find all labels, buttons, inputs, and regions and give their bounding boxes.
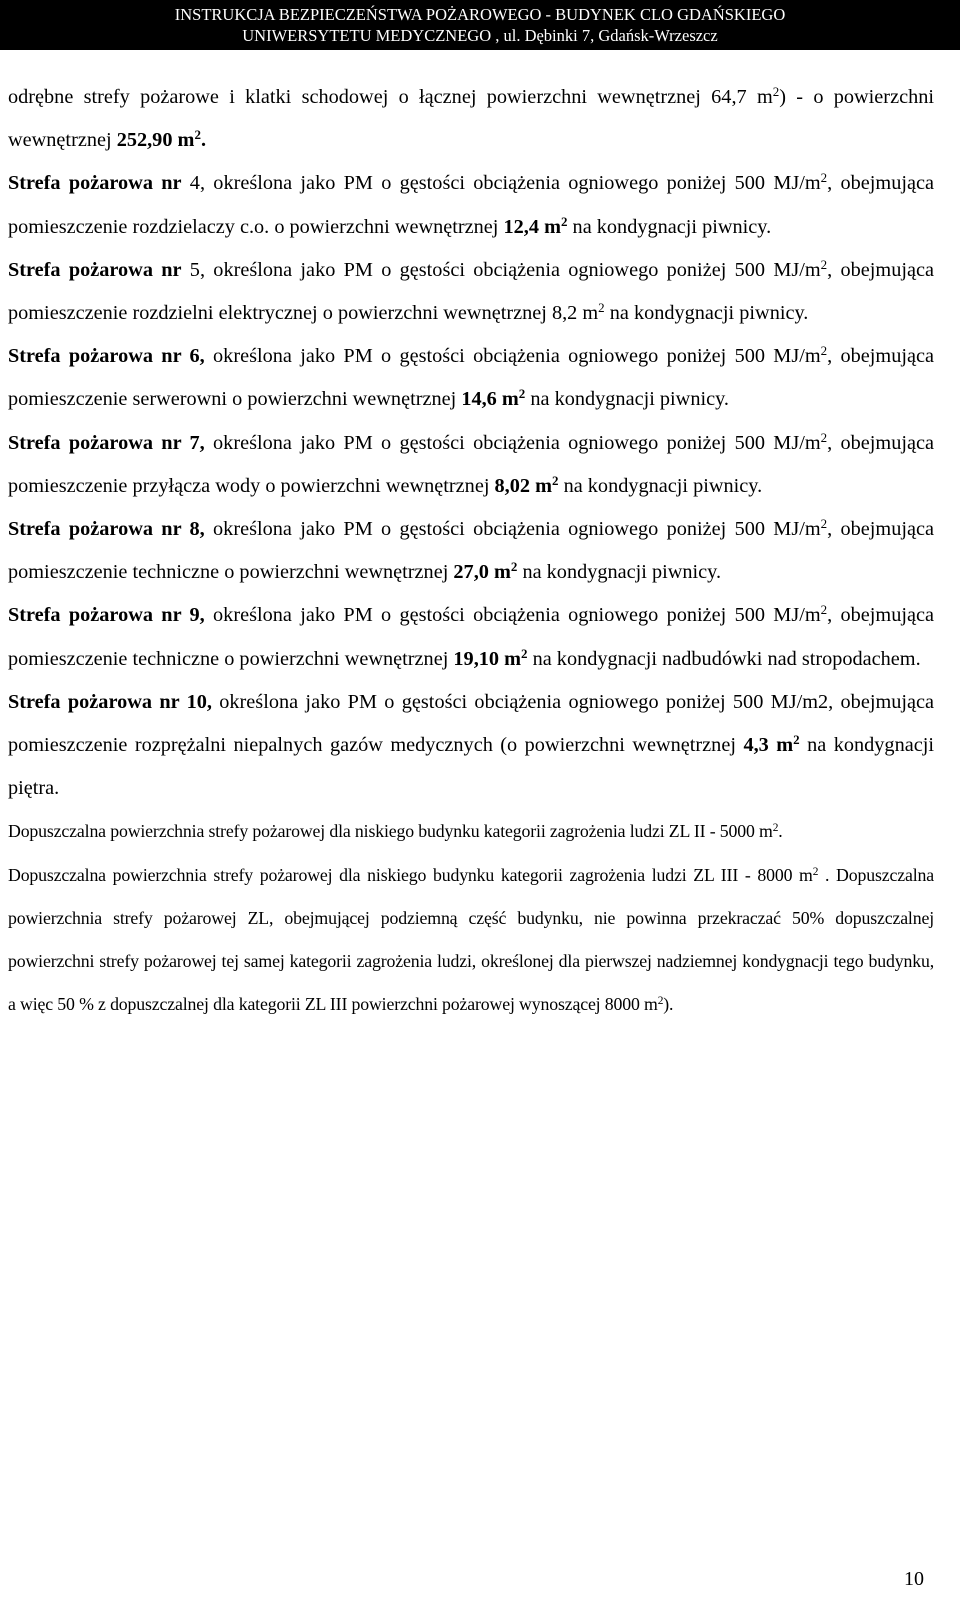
superscript: 2 <box>820 602 828 618</box>
bold-text: 27,0 m <box>453 561 511 584</box>
text-run: , obejmująca pomieszczenie rozdzielni elektrycznej o powierzchni wewnętrznej 8,2 m <box>8 258 934 325</box>
text-run: określona jako PM o gęstości obciążenia ogniowego poniżej 500 MJ/m <box>204 345 821 368</box>
bold-text: 12,4 m <box>503 215 561 238</box>
superscript: 2 <box>521 645 528 661</box>
header-line-1: INSTRUKCJA BEZPIECZEŃSTWA POŻAROWEGO - BUDYNEK CLO GDAŃSKIEGO <box>174 5 786 24</box>
document-body <box>8 76 934 1026</box>
text-run: 5, określona jako PM o gęstości obciążenia ogniowego poniżej 500 MJ/m <box>181 258 821 281</box>
bold-text: . <box>200 129 207 152</box>
superscript: 2 <box>793 731 800 747</box>
paragraph <box>8 854 934 1027</box>
bold-text: Strefa pożarowa nr 8, <box>8 518 205 541</box>
text-run: na kondygnacji nadbudówki nad stropodachem. <box>527 647 921 670</box>
paragraph <box>8 594 934 680</box>
text-run: , obejmująca pomieszczenie przyłącza wody o powierzchni wewnętrznej <box>8 431 934 497</box>
bold-text: Strefa pożarowa nr <box>8 258 182 281</box>
paragraph <box>8 162 934 248</box>
paragraph <box>8 681 934 811</box>
paragraph <box>8 335 934 421</box>
superscript: 2 <box>820 515 828 531</box>
text-run: Dopuszczalna powierzchnia strefy pożarowej dla niskiego budynku kategorii zagrożenia ludzi ZL III - 8000 m <box>8 864 813 885</box>
text-run: . <box>778 821 783 842</box>
paragraph <box>8 810 934 853</box>
paragraph <box>8 508 934 594</box>
text-run: na kondygnacji piętra. <box>8 734 934 800</box>
paragraph <box>8 249 934 335</box>
text-run: . Dopuszczalna powierzchnia strefy pożarowej ZL, obejmującej podziemną część budynku, nie powinna przekraczać 50% dopuszczalnej powierzchni strefy pożarowej tej samej kategorii zagrożenia ludzi, określonej dla pierwszej nadziemnej kondygnacji tego budynku, a więc 50 % z dopuszczalnej dla kategorii ZL III powierzchni pożarowej wynoszącej 8000 m <box>8 864 934 1015</box>
text-run: , obejmująca pomieszczenie techniczne o powierzchni wewnętrznej <box>8 518 934 584</box>
superscript: 2 <box>560 213 568 229</box>
superscript: 2 <box>820 256 828 272</box>
text-run: , obejmująca pomieszczenie techniczne o powierzchni wewnętrznej <box>8 604 934 670</box>
text-run: na kondygnacji piwnicy. <box>558 474 763 497</box>
bold-text: Strefa pożarowa nr <box>8 172 182 195</box>
text-run: odrębne strefy pożarowe i klatki schodowej o łącznej powierzchni wewnętrznej 64,7 m <box>8 86 773 108</box>
superscript: 2 <box>510 559 518 575</box>
text-run: Dopuszczalna powierzchnia strefy pożarowej dla niskiego budynku kategorii zagrożenia ludzi ZL II - 5000 m <box>8 821 773 842</box>
text-run: określona jako PM o gęstości obciążenia ogniowego poniżej 500 MJ/m <box>204 518 821 541</box>
text-run: na kondygnacji piwnicy. <box>604 302 809 325</box>
bold-text: Strefa pożarowa nr 7, <box>8 431 205 454</box>
bold-text: 252,90 m <box>116 129 195 152</box>
text-run: określona jako PM o gęstości obciążenia ogniowego poniżej 500 MJ/m2, obejmująca pomieszczenie rozprężalni niepalnych gazów medycznych (o powierzchni wewnętrznej <box>8 690 935 757</box>
text-run: na kondygnacji piwnicy. <box>517 561 722 584</box>
superscript: 2 <box>772 822 779 835</box>
superscript: 2 <box>820 343 828 359</box>
page-number: 10 <box>904 1568 924 1590</box>
paragraph <box>8 422 934 508</box>
page-header <box>0 0 960 50</box>
text-run: na kondygnacji piwnicy. <box>525 388 730 411</box>
text-run: określona jako PM o gęstości obciążenia ogniowego poniżej 500 MJ/m <box>204 604 821 627</box>
bold-text: 4,3 m <box>743 734 794 757</box>
bold-text: 14,6 m <box>461 388 519 411</box>
superscript: 2 <box>598 299 605 315</box>
bold-text: 19,10 m <box>453 647 522 670</box>
superscript: 2 <box>772 83 780 99</box>
superscript: 2 <box>812 865 819 878</box>
bold-text: Strefa pożarowa nr 9, <box>8 604 205 627</box>
bold-text: 8,02 m <box>494 474 552 497</box>
superscript: 2 <box>552 472 559 488</box>
superscript: 2 <box>820 429 828 445</box>
superscript: 2 <box>518 386 526 402</box>
text-run: , obejmująca pomieszczenie rozdzielaczy c.o. o powierzchni wewnętrznej <box>8 172 934 238</box>
text-run: 4, określona jako PM o gęstości obciążenia ogniowego poniżej 500 MJ/m <box>181 172 821 195</box>
text-run: ) - o powierzchni wewnętrznej <box>8 86 934 152</box>
superscript: 2 <box>820 170 828 186</box>
superscript: 2 <box>194 127 201 143</box>
paragraph <box>8 76 934 162</box>
text-run: określona jako PM o gęstości obciążenia ogniowego poniżej 500 MJ/m <box>204 431 821 454</box>
text-run: na kondygnacji piwnicy. <box>567 215 772 238</box>
superscript: 2 <box>657 995 664 1008</box>
bold-text: Strefa pożarowa nr 10, <box>8 690 212 713</box>
bold-text: Strefa pożarowa nr 6, <box>8 345 205 368</box>
header-line-2: UNIWERSYTETU MEDYCZNEGO , ul. Dębinki 7, Gdańsk-Wrzeszcz <box>242 26 718 45</box>
text-run: , obejmująca pomieszczenie serwerowni o powierzchni wewnętrznej <box>8 345 934 411</box>
text-run: ). <box>663 994 674 1015</box>
